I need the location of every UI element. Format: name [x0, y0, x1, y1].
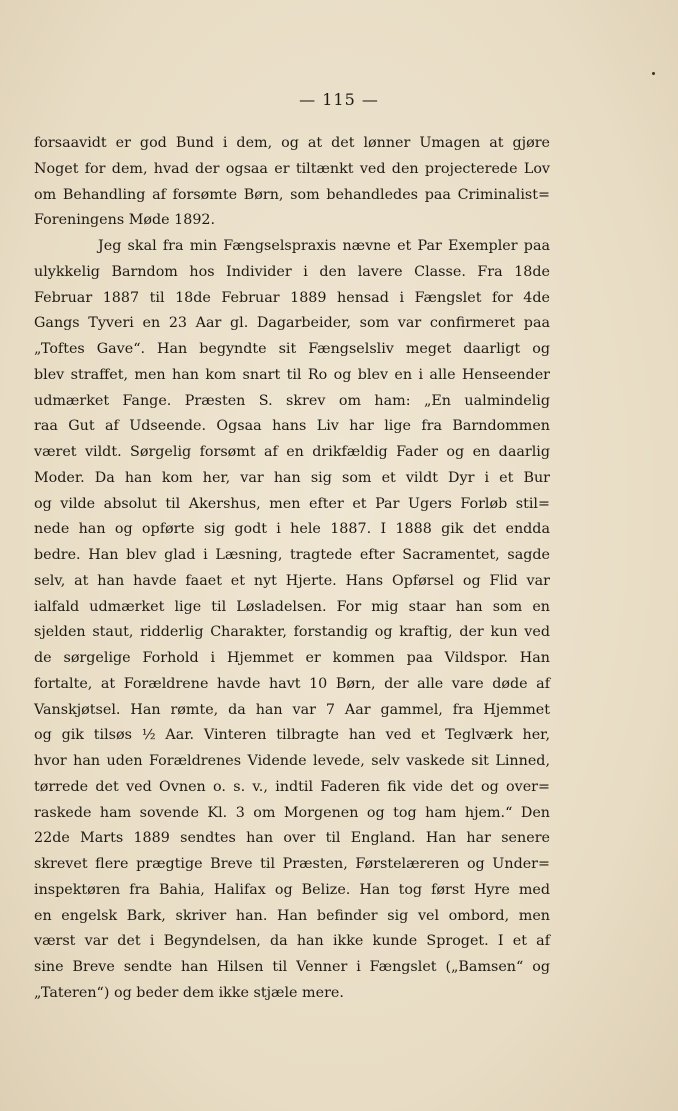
text-line: været vildt. Sørgelig forsømt af en drikfældig Fader og en daarlig — [34, 444, 550, 460]
text-line: inspektøren fra Bahia, Halifax og Belize. Han tog først Hyre med — [34, 881, 550, 898]
text-line: og gik tilsøs ½ Aar. Vinteren tilbragte han ved et Teglværk her, — [34, 727, 550, 744]
text-line: om Behandling af forsømte Børn, som behandledes paa Criminalist= — [34, 186, 550, 203]
text-line: nede han og opførte sig godt i hele 1887. I 1888 gik det endda — [34, 521, 550, 538]
text-line: tørrede det ved Ovnen o. s. v., indtil Faderen fik vide det og over= — [34, 778, 550, 795]
text-line: fortalte, at Forældrene havde havt 10 Børn, der alle vare døde af — [34, 675, 550, 692]
text-line: Noget for dem, hvad der ogsaa er tiltænkt ved den projecterede Lov — [34, 160, 550, 177]
paragraph — [34, 234, 550, 1007]
text-line: selv, at han havde faaet et nyt Hjerte. Hans Opførsel og Flid var — [34, 572, 550, 589]
text-line: 22de Marts 1889 sendtes han over til England. Han har senere — [34, 830, 550, 847]
text-line: „Tateren“) og beder dem ikke stjæle mere. — [34, 984, 344, 1001]
text-line: ialfald udmærket lige til Løsladelsen. For mig staar han som en — [34, 598, 550, 615]
text-line: Jeg skal fra min Fængselspraxis nævne et Par Exempler paa — [98, 238, 550, 254]
text-line: Foreningens Møde 1892. — [34, 212, 216, 229]
paragraph — [34, 131, 550, 234]
text-line: sine Breve sendte han Hilsen til Venner i Fængslet („Bamsen“ og — [34, 959, 550, 975]
text-line: raskede ham sovende Kl. 3 om Morgenen og tog ham hjem.“ Den — [34, 804, 550, 821]
text-line: værst var det i Begyndelsen, da han ikke kunde Sproget. I et af — [34, 933, 550, 950]
text-line: Moder. Da han kom her, var han sig som et vildt Dyr i et Bur — [34, 469, 550, 486]
text-line: skrevet flere prægtige Breve til Præsten, Førstelæreren og Under= — [34, 856, 550, 872]
text-line: „Toftes Gave“. Han begyndte sit Fængselsliv meget daarligt og — [34, 341, 550, 357]
text-line: Vanskjøtsel. Han rømte, da han var 7 Aar gammel, fra Hjemmet — [34, 701, 550, 718]
text-line: de sørgelige Forhold i Hjemmet er kommen paa Vildspor. Han — [34, 650, 550, 666]
text-line: Februar 1887 til 18de Februar 1889 hensad i Fængslet for 4de — [34, 289, 550, 306]
page-number: — 115 — — [299, 90, 379, 109]
body-text — [34, 131, 550, 1007]
text-line: ulykkelig Barndom hos Individer i den lavere Classe. Fra 18de — [34, 263, 550, 280]
text-line: en engelsk Bark, skriver han. Han befinder sig vel ombord, men — [34, 907, 550, 924]
text-line: Gangs Tyveri en 23 Aar gl. Dagarbeider, som var confirmeret paa — [34, 315, 550, 332]
ink-speck — [652, 72, 655, 75]
text-line: raa Gut af Udseende. Ogsaa hans Liv har lige fra Barndommen — [34, 418, 550, 435]
text-line: blev straffet, men han kom snart til Ro og blev en i alle Henseender — [34, 366, 550, 383]
text-line: udmærket Fange. Præsten S. skrev om ham: „En ualmindelig — [34, 392, 550, 409]
text-line: forsaavidt er god Bund i dem, og at det lønner Umagen at gjøre — [34, 135, 550, 151]
text-line: hvor han uden Forældrenes Vidende levede, selv vaskede sit Linned, — [34, 753, 550, 769]
text-line: sjelden staut, ridderlig Charakter, forstandig og kraftig, der kun ved — [34, 624, 550, 641]
text-line: og vilde absolut til Akershus, men efter et Par Ugers Forløb stil= — [34, 495, 550, 512]
text-line: bedre. Han blev glad i Læsning, tragtede efter Sacramentet, sagde — [34, 547, 550, 563]
